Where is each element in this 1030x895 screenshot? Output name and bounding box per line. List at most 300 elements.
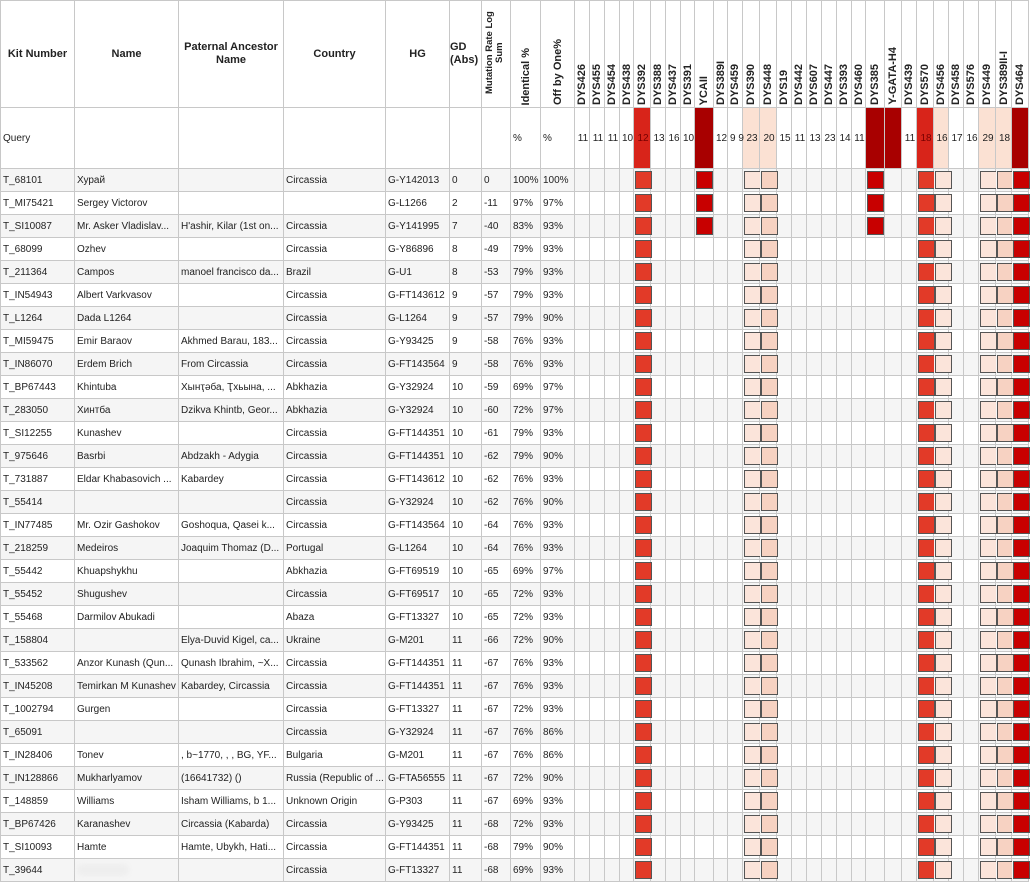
header-off-by-one[interactable]: Off by One%: [541, 1, 575, 108]
marker-cell: [996, 307, 1012, 330]
marker-cell: [852, 698, 866, 721]
marker-cell: [666, 468, 681, 491]
marker-cell: [666, 514, 681, 537]
marker-cell: [996, 491, 1012, 514]
table-row[interactable]: [1, 514, 1029, 537]
marker-swatch: [918, 585, 935, 603]
marker-cell: [666, 330, 681, 353]
kit-cell[interactable]: T_55452: [1, 583, 75, 606]
marker-cell: [760, 422, 777, 445]
name-cell[interactable]: Mukharlyamov: [75, 767, 179, 790]
marker-swatch: [744, 217, 761, 235]
marker-cell: [964, 376, 979, 399]
marker-cell: [934, 399, 949, 422]
header-country[interactable]: Country: [284, 1, 386, 108]
table-row[interactable]: [1, 468, 1029, 491]
name-cell[interactable]: Campos: [75, 261, 179, 284]
kit-cell[interactable]: T_IN86070: [1, 353, 75, 376]
gd-cell: 10: [450, 560, 482, 583]
kit-cell[interactable]: T_1002794: [1, 698, 75, 721]
off-by-one-cell: 90%: [541, 629, 575, 652]
marker-swatch: [980, 838, 997, 856]
table-row[interactable]: [1, 422, 1029, 445]
header-marker[interactable]: DYS447: [822, 1, 837, 108]
identical-cell: 79%: [511, 261, 541, 284]
marker-cell: [760, 445, 777, 468]
name-cell[interactable]: Darmilov Abukadi: [75, 606, 179, 629]
header-marker[interactable]: DYS388: [651, 1, 666, 108]
marker-cell: [807, 675, 822, 698]
marker-cell: [852, 859, 866, 882]
marker-cell: [634, 491, 651, 514]
header-marker[interactable]: DYS392: [634, 1, 651, 108]
name-cell[interactable]: Mr. Ozir Gashokov: [75, 514, 179, 537]
marker-cell: [634, 353, 651, 376]
marker-cell: [605, 215, 620, 238]
marker-cell: [1012, 560, 1029, 583]
identical-cell: 72%: [511, 399, 541, 422]
marker-cell: [760, 238, 777, 261]
header-marker[interactable]: DYS576: [964, 1, 979, 108]
header-marker[interactable]: DYS19: [777, 1, 792, 108]
table-row[interactable]: [1, 376, 1029, 399]
marker-cell: [902, 836, 917, 859]
marker-cell: [866, 836, 885, 859]
marker-cell: [885, 606, 902, 629]
marker-cell: [822, 721, 837, 744]
table-row[interactable]: [1, 629, 1029, 652]
marker-cell: [634, 859, 651, 882]
marker-cell: [866, 560, 885, 583]
marker-cell: [634, 813, 651, 836]
kit-cell[interactable]: T_68099: [1, 238, 75, 261]
name-cell[interactable]: Emir Baraov: [75, 330, 179, 353]
marker-cell: [575, 813, 590, 836]
marker-cell: [792, 169, 807, 192]
marker-cell: [620, 698, 634, 721]
table-row[interactable]: [1, 859, 1029, 882]
mutation-cell: -65: [482, 583, 511, 606]
marker-cell: [777, 215, 792, 238]
marker-cell: [917, 744, 934, 767]
table-row[interactable]: [1, 238, 1029, 261]
haplogroup-cell: G-FTA56555: [386, 767, 450, 790]
kit-cell[interactable]: T_IN77485: [1, 514, 75, 537]
table-row[interactable]: [1, 491, 1029, 514]
ancestor-cell: [179, 859, 284, 882]
header-hg[interactable]: HG: [386, 1, 450, 108]
table-row[interactable]: [1, 606, 1029, 629]
header-marker[interactable]: DYS458: [949, 1, 964, 108]
gd-cell: 11: [450, 698, 482, 721]
marker-cell: [1012, 606, 1029, 629]
table-row[interactable]: [1, 284, 1029, 307]
marker-swatch: [761, 355, 778, 373]
table-row[interactable]: [1, 813, 1029, 836]
marker-cell: [822, 652, 837, 675]
marker-cell: [575, 560, 590, 583]
marker-cell: [885, 376, 902, 399]
marker-cell: [634, 514, 651, 537]
header-mutation-rate[interactable]: Mutation Rate Log Sum: [482, 1, 511, 108]
marker-cell: [634, 445, 651, 468]
marker-cell: [866, 698, 885, 721]
marker-cell: [885, 238, 902, 261]
marker-cell: [743, 606, 760, 629]
marker-cell: [934, 560, 949, 583]
marker-cell: [777, 836, 792, 859]
marker-swatch: [761, 470, 778, 488]
name-cell[interactable]: Karanashev: [75, 813, 179, 836]
query-marker-value: 17: [949, 108, 964, 169]
marker-cell: [666, 261, 681, 284]
marker-cell: [996, 514, 1012, 537]
name-cell[interactable]: [75, 491, 179, 514]
marker-swatch: [744, 286, 761, 304]
table-row[interactable]: [1, 836, 1029, 859]
marker-cell: [934, 698, 949, 721]
marker-cell: [695, 721, 714, 744]
table-row[interactable]: [1, 721, 1029, 744]
ancestor-cell: [179, 721, 284, 744]
kit-cell[interactable]: T_975646: [1, 445, 75, 468]
marker-cell: [822, 560, 837, 583]
marker-cell: [634, 192, 651, 215]
marker-cell: [807, 744, 822, 767]
header-marker[interactable]: DYS464: [1012, 1, 1029, 108]
header-marker[interactable]: DYS437: [666, 1, 681, 108]
marker-swatch: [980, 700, 997, 718]
kit-cell[interactable]: T_55468: [1, 606, 75, 629]
marker-cell: [807, 330, 822, 353]
marker-cell: [902, 284, 917, 307]
header-marker[interactable]: YCAII: [695, 1, 714, 108]
kit-cell[interactable]: T_BP67443: [1, 376, 75, 399]
kit-cell[interactable]: T_IN128866: [1, 767, 75, 790]
name-cell[interactable]: Ozhev: [75, 238, 179, 261]
marker-cell: [714, 307, 728, 330]
ancestor-cell: Qunash Ibrahim, ~X...: [179, 652, 284, 675]
marker-cell: [760, 859, 777, 882]
header-marker[interactable]: DYS459: [728, 1, 743, 108]
gd-cell: 10: [450, 583, 482, 606]
marker-cell: [681, 261, 695, 284]
table-row[interactable]: [1, 537, 1029, 560]
kit-cell[interactable]: T_55414: [1, 491, 75, 514]
name-cell[interactable]: Basrbi: [75, 445, 179, 468]
marker-cell: [590, 445, 605, 468]
marker-cell: [979, 813, 996, 836]
country-cell: [284, 192, 386, 215]
query-marker-value: 13: [807, 108, 822, 169]
marker-cell: [979, 836, 996, 859]
header-marker[interactable]: DYS389II-I: [996, 1, 1012, 108]
table-row[interactable]: [1, 353, 1029, 376]
name-cell[interactable]: Sergey Victorov: [75, 192, 179, 215]
marker-cell: [934, 330, 949, 353]
marker-swatch: [980, 769, 997, 787]
table-row[interactable]: [1, 698, 1029, 721]
header-kit[interactable]: Kit Number: [1, 1, 75, 108]
name-cell[interactable]: Gurgen: [75, 698, 179, 721]
marker-swatch: [918, 700, 935, 718]
marker-cell: [575, 859, 590, 882]
name-cell[interactable]: Tonev: [75, 744, 179, 767]
marker-cell: [695, 261, 714, 284]
marker-cell: [964, 606, 979, 629]
marker-cell: [822, 514, 837, 537]
haplogroup-cell: G-Y32924: [386, 399, 450, 422]
marker-swatch: [935, 171, 952, 189]
table-row[interactable]: [1, 261, 1029, 284]
kit-cell[interactable]: T_283050: [1, 399, 75, 422]
marker-swatch: [761, 562, 778, 580]
haplogroup-cell: G-L1264: [386, 537, 450, 560]
header-marker[interactable]: Y-GATA-H4: [885, 1, 902, 108]
kit-cell[interactable]: T_68101: [1, 169, 75, 192]
marker-swatch: [935, 631, 952, 649]
table-row[interactable]: [1, 744, 1029, 767]
mutation-cell: -53: [482, 261, 511, 284]
query-label: Query: [1, 108, 75, 169]
name-cell[interactable]: Anzor Kunash (Qun...: [75, 652, 179, 675]
marker-cell: [885, 192, 902, 215]
header-marker[interactable]: DYS449: [979, 1, 996, 108]
name-cell[interactable]: Хинтба: [75, 399, 179, 422]
name-cell[interactable]: Williams: [75, 790, 179, 813]
marker-cell: [777, 583, 792, 606]
table-row[interactable]: [1, 583, 1029, 606]
marker-cell: [590, 675, 605, 698]
kit-cell[interactable]: T_533562: [1, 652, 75, 675]
marker-cell: [651, 583, 666, 606]
off-by-one-cell: 97%: [541, 399, 575, 422]
off-by-one-cell: 93%: [541, 261, 575, 284]
marker-cell: [979, 376, 996, 399]
kit-cell[interactable]: T_SI12255: [1, 422, 75, 445]
header-ancestor[interactable]: Paternal Ancestor Name: [179, 1, 284, 108]
marker-cell: [1012, 813, 1029, 836]
off-by-one-cell: 90%: [541, 307, 575, 330]
marker-swatch: [761, 309, 778, 327]
kit-cell[interactable]: T_55442: [1, 560, 75, 583]
table-row[interactable]: [1, 169, 1029, 192]
mutation-cell: -67: [482, 767, 511, 790]
kit-cell[interactable]: T_IN54943: [1, 284, 75, 307]
kit-cell[interactable]: T_158804: [1, 629, 75, 652]
header-gd[interactable]: GD (Abs): [450, 1, 482, 108]
marker-cell: [964, 468, 979, 491]
ancestor-cell: [179, 192, 284, 215]
marker-cell: [852, 215, 866, 238]
marker-cell: [651, 537, 666, 560]
off-by-one-cell: 90%: [541, 767, 575, 790]
marker-cell: [760, 675, 777, 698]
name-cell[interactable]: Mr. Asker Vladislav...: [75, 215, 179, 238]
header-marker[interactable]: DYS439: [902, 1, 917, 108]
mutation-cell: -68: [482, 859, 511, 882]
marker-cell: [917, 399, 934, 422]
marker-swatch: [980, 355, 997, 373]
marker-cell: [934, 422, 949, 445]
marker-cell: [902, 376, 917, 399]
marker-cell: [964, 698, 979, 721]
kit-cell[interactable]: T_39644: [1, 859, 75, 882]
marker-swatch: [635, 286, 652, 304]
table-row[interactable]: [1, 445, 1029, 468]
marker-cell: [590, 330, 605, 353]
marker-swatch: [1013, 539, 1030, 557]
header-marker[interactable]: DYS460: [852, 1, 866, 108]
kit-cell[interactable]: T_218259: [1, 537, 75, 560]
marker-cell: [575, 514, 590, 537]
marker-cell: [885, 514, 902, 537]
name-cell[interactable]: Eldar Khabasovich ...: [75, 468, 179, 491]
name-cell[interactable]: Хурай: [75, 169, 179, 192]
marker-cell: [852, 445, 866, 468]
name-cell[interactable]: Temirkan M Kunashev: [75, 675, 179, 698]
marker-cell: [979, 445, 996, 468]
gd-cell: 8: [450, 261, 482, 284]
table-row[interactable]: [1, 192, 1029, 215]
header-marker[interactable]: DYS456: [934, 1, 949, 108]
marker-cell: [728, 238, 743, 261]
name-cell[interactable]: [75, 629, 179, 652]
haplogroup-cell: G-FT13327: [386, 698, 450, 721]
kit-cell[interactable]: T_MI59475: [1, 330, 75, 353]
gd-cell: 11: [450, 859, 482, 882]
marker-cell: [620, 859, 634, 882]
kit-cell[interactable]: T_65091: [1, 721, 75, 744]
table-row[interactable]: [1, 652, 1029, 675]
table-row[interactable]: [1, 399, 1029, 422]
header-marker[interactable]: DYS389I: [714, 1, 728, 108]
kit-cell[interactable]: T_IN45208: [1, 675, 75, 698]
marker-swatch: [935, 792, 952, 810]
table-row[interactable]: [1, 330, 1029, 353]
marker-cell: [917, 215, 934, 238]
marker-cell: [917, 238, 934, 261]
marker-cell: [743, 307, 760, 330]
identical-cell: 72%: [511, 606, 541, 629]
header-marker[interactable]: DYS442: [792, 1, 807, 108]
table-row[interactable]: [1, 767, 1029, 790]
marker-cell: [996, 284, 1012, 307]
marker-cell: [996, 675, 1012, 698]
query-marker-value: [866, 108, 885, 169]
marker-cell: [605, 744, 620, 767]
ancestor-cell: Circassia (Kabarda): [179, 813, 284, 836]
name-cell[interactable]: Dada L1264: [75, 307, 179, 330]
table-row[interactable]: [1, 215, 1029, 238]
header-marker[interactable]: DYS426: [575, 1, 590, 108]
marker-cell: [996, 261, 1012, 284]
ancestor-cell: [179, 491, 284, 514]
kit-cell[interactable]: T_L1264: [1, 307, 75, 330]
kit-cell[interactable]: T_SI10087: [1, 215, 75, 238]
header-marker[interactable]: DYS570: [917, 1, 934, 108]
marker-cell: [807, 422, 822, 445]
ancestor-cell: [179, 284, 284, 307]
name-cell[interactable]: [75, 859, 179, 882]
gd-cell: 10: [450, 537, 482, 560]
marker-cell: [807, 261, 822, 284]
marker-swatch: [635, 677, 652, 695]
marker-swatch: [635, 838, 652, 856]
marker-cell: [760, 192, 777, 215]
marker-cell: [620, 560, 634, 583]
marker-cell: [620, 376, 634, 399]
marker-cell: [760, 261, 777, 284]
header-marker[interactable]: DYS438: [620, 1, 634, 108]
table-row[interactable]: [1, 675, 1029, 698]
marker-cell: [979, 468, 996, 491]
marker-cell: [902, 169, 917, 192]
table-row[interactable]: [1, 790, 1029, 813]
header-marker[interactable]: DYS385: [866, 1, 885, 108]
name-cell[interactable]: Medeiros: [75, 537, 179, 560]
marker-cell: [934, 284, 949, 307]
header-marker[interactable]: DYS391: [681, 1, 695, 108]
marker-swatch: [744, 539, 761, 557]
kit-cell[interactable]: T_BP67426: [1, 813, 75, 836]
header-marker[interactable]: DYS454: [605, 1, 620, 108]
marker-cell: [695, 790, 714, 813]
name-cell[interactable]: Albert Varkvasov: [75, 284, 179, 307]
table-row[interactable]: [1, 560, 1029, 583]
header-marker[interactable]: DYS607: [807, 1, 822, 108]
haplogroup-cell: G-P303: [386, 790, 450, 813]
marker-cell: [979, 767, 996, 790]
header-identical[interactable]: Identical %: [511, 1, 541, 108]
marker-cell: [714, 583, 728, 606]
kit-cell[interactable]: T_211364: [1, 261, 75, 284]
name-cell[interactable]: Kunashev: [75, 422, 179, 445]
name-cell[interactable]: Khintuba: [75, 376, 179, 399]
marker-cell: [605, 353, 620, 376]
header-marker[interactable]: DYS448: [760, 1, 777, 108]
mutation-cell: -40: [482, 215, 511, 238]
marker-cell: [852, 836, 866, 859]
marker-cell: [575, 836, 590, 859]
marker-cell: [885, 744, 902, 767]
name-cell[interactable]: [75, 721, 179, 744]
marker-swatch: [935, 447, 952, 465]
name-cell[interactable]: Erdem Brich: [75, 353, 179, 376]
marker-cell: [743, 169, 760, 192]
kit-cell[interactable]: T_SI10093: [1, 836, 75, 859]
table-row[interactable]: [1, 307, 1029, 330]
kit-cell[interactable]: T_IN28406: [1, 744, 75, 767]
kit-cell[interactable]: T_MI75421: [1, 192, 75, 215]
marker-cell: [996, 238, 1012, 261]
header-marker[interactable]: DYS455: [590, 1, 605, 108]
name-cell[interactable]: Shugushev: [75, 583, 179, 606]
marker-cell: [728, 606, 743, 629]
marker-cell: [866, 307, 885, 330]
name-cell[interactable]: Hamte: [75, 836, 179, 859]
header-marker[interactable]: DYS393: [837, 1, 852, 108]
marker-cell: [852, 491, 866, 514]
kit-cell[interactable]: T_731887: [1, 468, 75, 491]
marker-cell: [822, 192, 837, 215]
header-marker[interactable]: DYS390: [743, 1, 760, 108]
marker-cell: [575, 537, 590, 560]
kit-cell[interactable]: T_148859: [1, 790, 75, 813]
name-cell[interactable]: Khuapshykhu: [75, 560, 179, 583]
header-name[interactable]: Name: [75, 1, 179, 108]
marker-cell: [777, 376, 792, 399]
